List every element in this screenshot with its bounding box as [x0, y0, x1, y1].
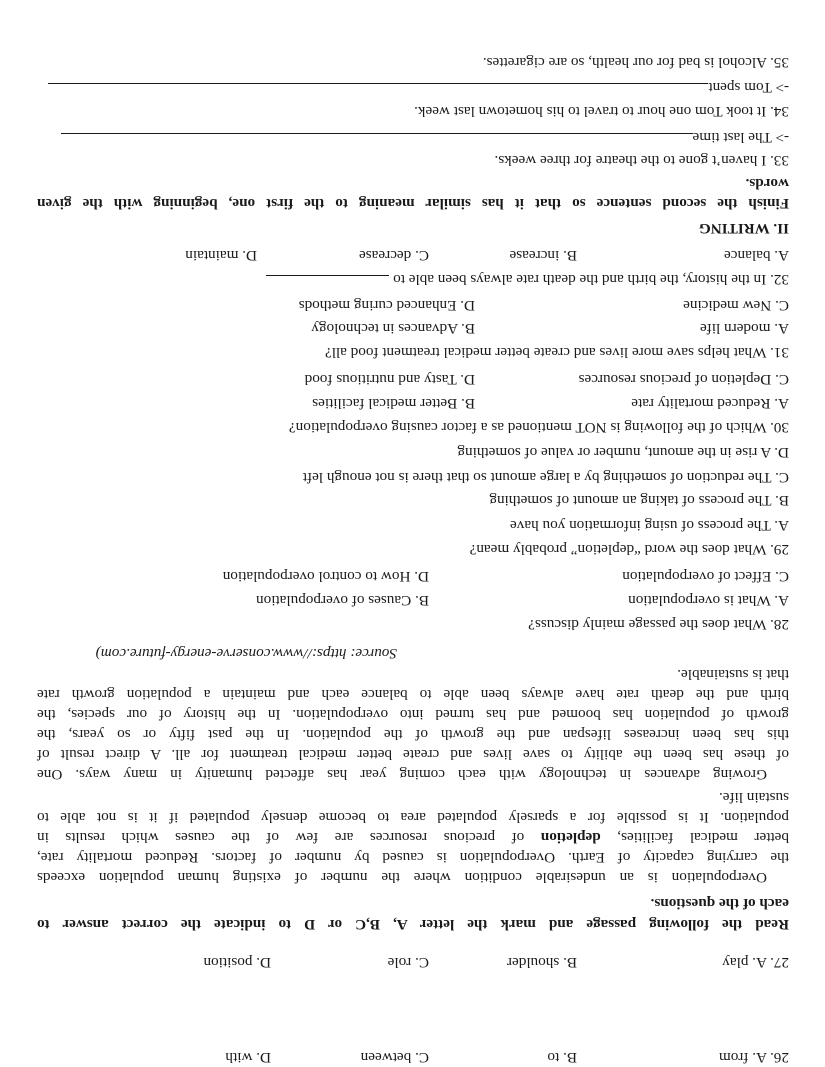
question-34-sentence: 34. It took Tom one hour to travel to his hometown last week. [414, 103, 789, 120]
writing-instruction-line-1: Finish the second sentence so that it has similar meaning to the first one, beginning with the given [37, 195, 789, 212]
passage-p2-line-1: Growing advances in technology with each coming year has affected humanity in many ways. One [37, 766, 767, 783]
q32-option-a: A. balance [724, 247, 789, 264]
q32-option-b: B. increase [509, 247, 577, 264]
keyword-depletion: depletion [540, 829, 601, 846]
q32-answer-blank[interactable] [266, 275, 389, 287]
q26-option-d: D. with [225, 1049, 271, 1066]
q30-option-d: D. Tasty and nutritious food [304, 371, 475, 388]
question-26-number: 26. [770, 1049, 789, 1066]
q27-option-a: A. play [722, 954, 767, 971]
passage-p1-line-3 [37, 828, 789, 847]
question-27-number: 27. [770, 954, 789, 971]
passage-p1-line-3-end: of precious resources are few of the causes which results in [37, 829, 541, 846]
question-33-rewrite [61, 128, 789, 147]
passage-p2-line-4: growth of population has boomed and has turned into overpopulation. In the history of our species, the [37, 706, 789, 723]
q30-option-b: B. Better medical facilities [312, 395, 475, 412]
passage-p1-line-2: the carrying capacity of Earth. Overpopulation is caused by number of factors. Reduced mortality rate, [37, 849, 789, 866]
question-34-start: -> Tom spent [708, 79, 789, 96]
passage-source: Source: https://www.conserve-energy-future.com) [95, 645, 397, 662]
passage-p2-line-2: of these has been the ability to save lives and create better medical treatment for all. A direct result of [37, 746, 789, 763]
question-29-stem: 29. What does the word “depletion” probably mean? [469, 541, 789, 558]
q27-option-b: B. shoulder [506, 954, 577, 971]
q33-answer-line[interactable] [61, 133, 693, 145]
q30-option-a: A. Reduced mortality rate [631, 395, 789, 412]
question-31-stem: 31. What helps save more lives and create better medical treatment food all? [324, 344, 789, 361]
q26-option-b: B. to [547, 1049, 577, 1066]
question-34-rewrite [48, 78, 789, 97]
q31-option-d: D. Enhanced curing methods [298, 297, 475, 314]
passage-p2-line-6: that is sustainable. [677, 666, 789, 683]
q31-option-c: C. New medicine [683, 297, 789, 314]
q28-option-d: D. How to control overpopulation [222, 568, 429, 585]
q29-option-c: C. The reduction of something by a large amount so that there is not enough left [302, 469, 789, 486]
writing-heading: II. WRITING [698, 220, 789, 237]
q31-option-a: A. modern life [700, 320, 789, 337]
passage-p1-line-4: population. It is possible for a sparsely populated area to become densely populated if it is not able to [37, 809, 789, 826]
q32-option-c: C. decrease [359, 247, 429, 264]
q28-option-a: A. What is overpopulation [628, 592, 789, 609]
writing-instruction-line-2: words. [745, 175, 789, 192]
q29-option-b: B. The process of taking an amount of something [489, 492, 789, 509]
q34-answer-line[interactable] [48, 83, 708, 95]
passage-p1-line-3-start: better medical facilities, [600, 829, 789, 846]
q28-option-c: C. Effect of overpopulation [622, 568, 789, 585]
q31-option-b: B. Advances in technology [311, 320, 475, 337]
q27-option-d: D. position [203, 954, 271, 971]
question-33-sentence: 33. I haven’t gone to the theatre for three weeks. [494, 152, 789, 169]
passage-p1-line-5: sustain life. [718, 789, 789, 806]
passage-p1-line-1: Overpopulation is an undesirable condition where the number of existing human population exceeds [37, 869, 767, 886]
q30-option-c: C. Depletion of precious resources [578, 371, 789, 388]
q26-option-a: A. from [718, 1049, 767, 1066]
q28-option-b: B. Causes of overpopulation [256, 592, 429, 609]
q27-option-c: C. role [387, 954, 429, 971]
q32-option-d: D. maintain [185, 247, 257, 264]
question-33-start: -> The last time [692, 129, 789, 146]
question-32-stem [266, 270, 789, 289]
question-32-text: 32. In the history, the birth and the death rate always been able to [393, 271, 789, 288]
question-30-stem: 30. Which of the following is NOT mentioned as a factor causing overpopulation? [288, 419, 789, 436]
reading-instruction-line-2: each of the questions. [650, 895, 789, 912]
q29-option-d: D. A rise in the amount, number or value of something [457, 444, 789, 461]
q26-option-c: C. between [360, 1049, 429, 1066]
passage-p2-line-5: birth and the death rate have always been able to balance each and maintain a population growth rate [37, 686, 789, 703]
question-35-sentence: 35. Alcohol is bad for our health, so are cigarettes. [482, 54, 789, 71]
q29-option-a: A. The process of using information you have [510, 517, 789, 534]
passage-p2-line-3: this has been increases lifespan and the growth of the population. In the past fifty or so years, the [37, 726, 789, 743]
question-28-stem: 28. What does the passage mainly discuss? [528, 616, 789, 633]
reading-instruction-line-1: Read the following passage and mark the letter A, B,C or D to indicate the correct answer to [37, 916, 789, 933]
